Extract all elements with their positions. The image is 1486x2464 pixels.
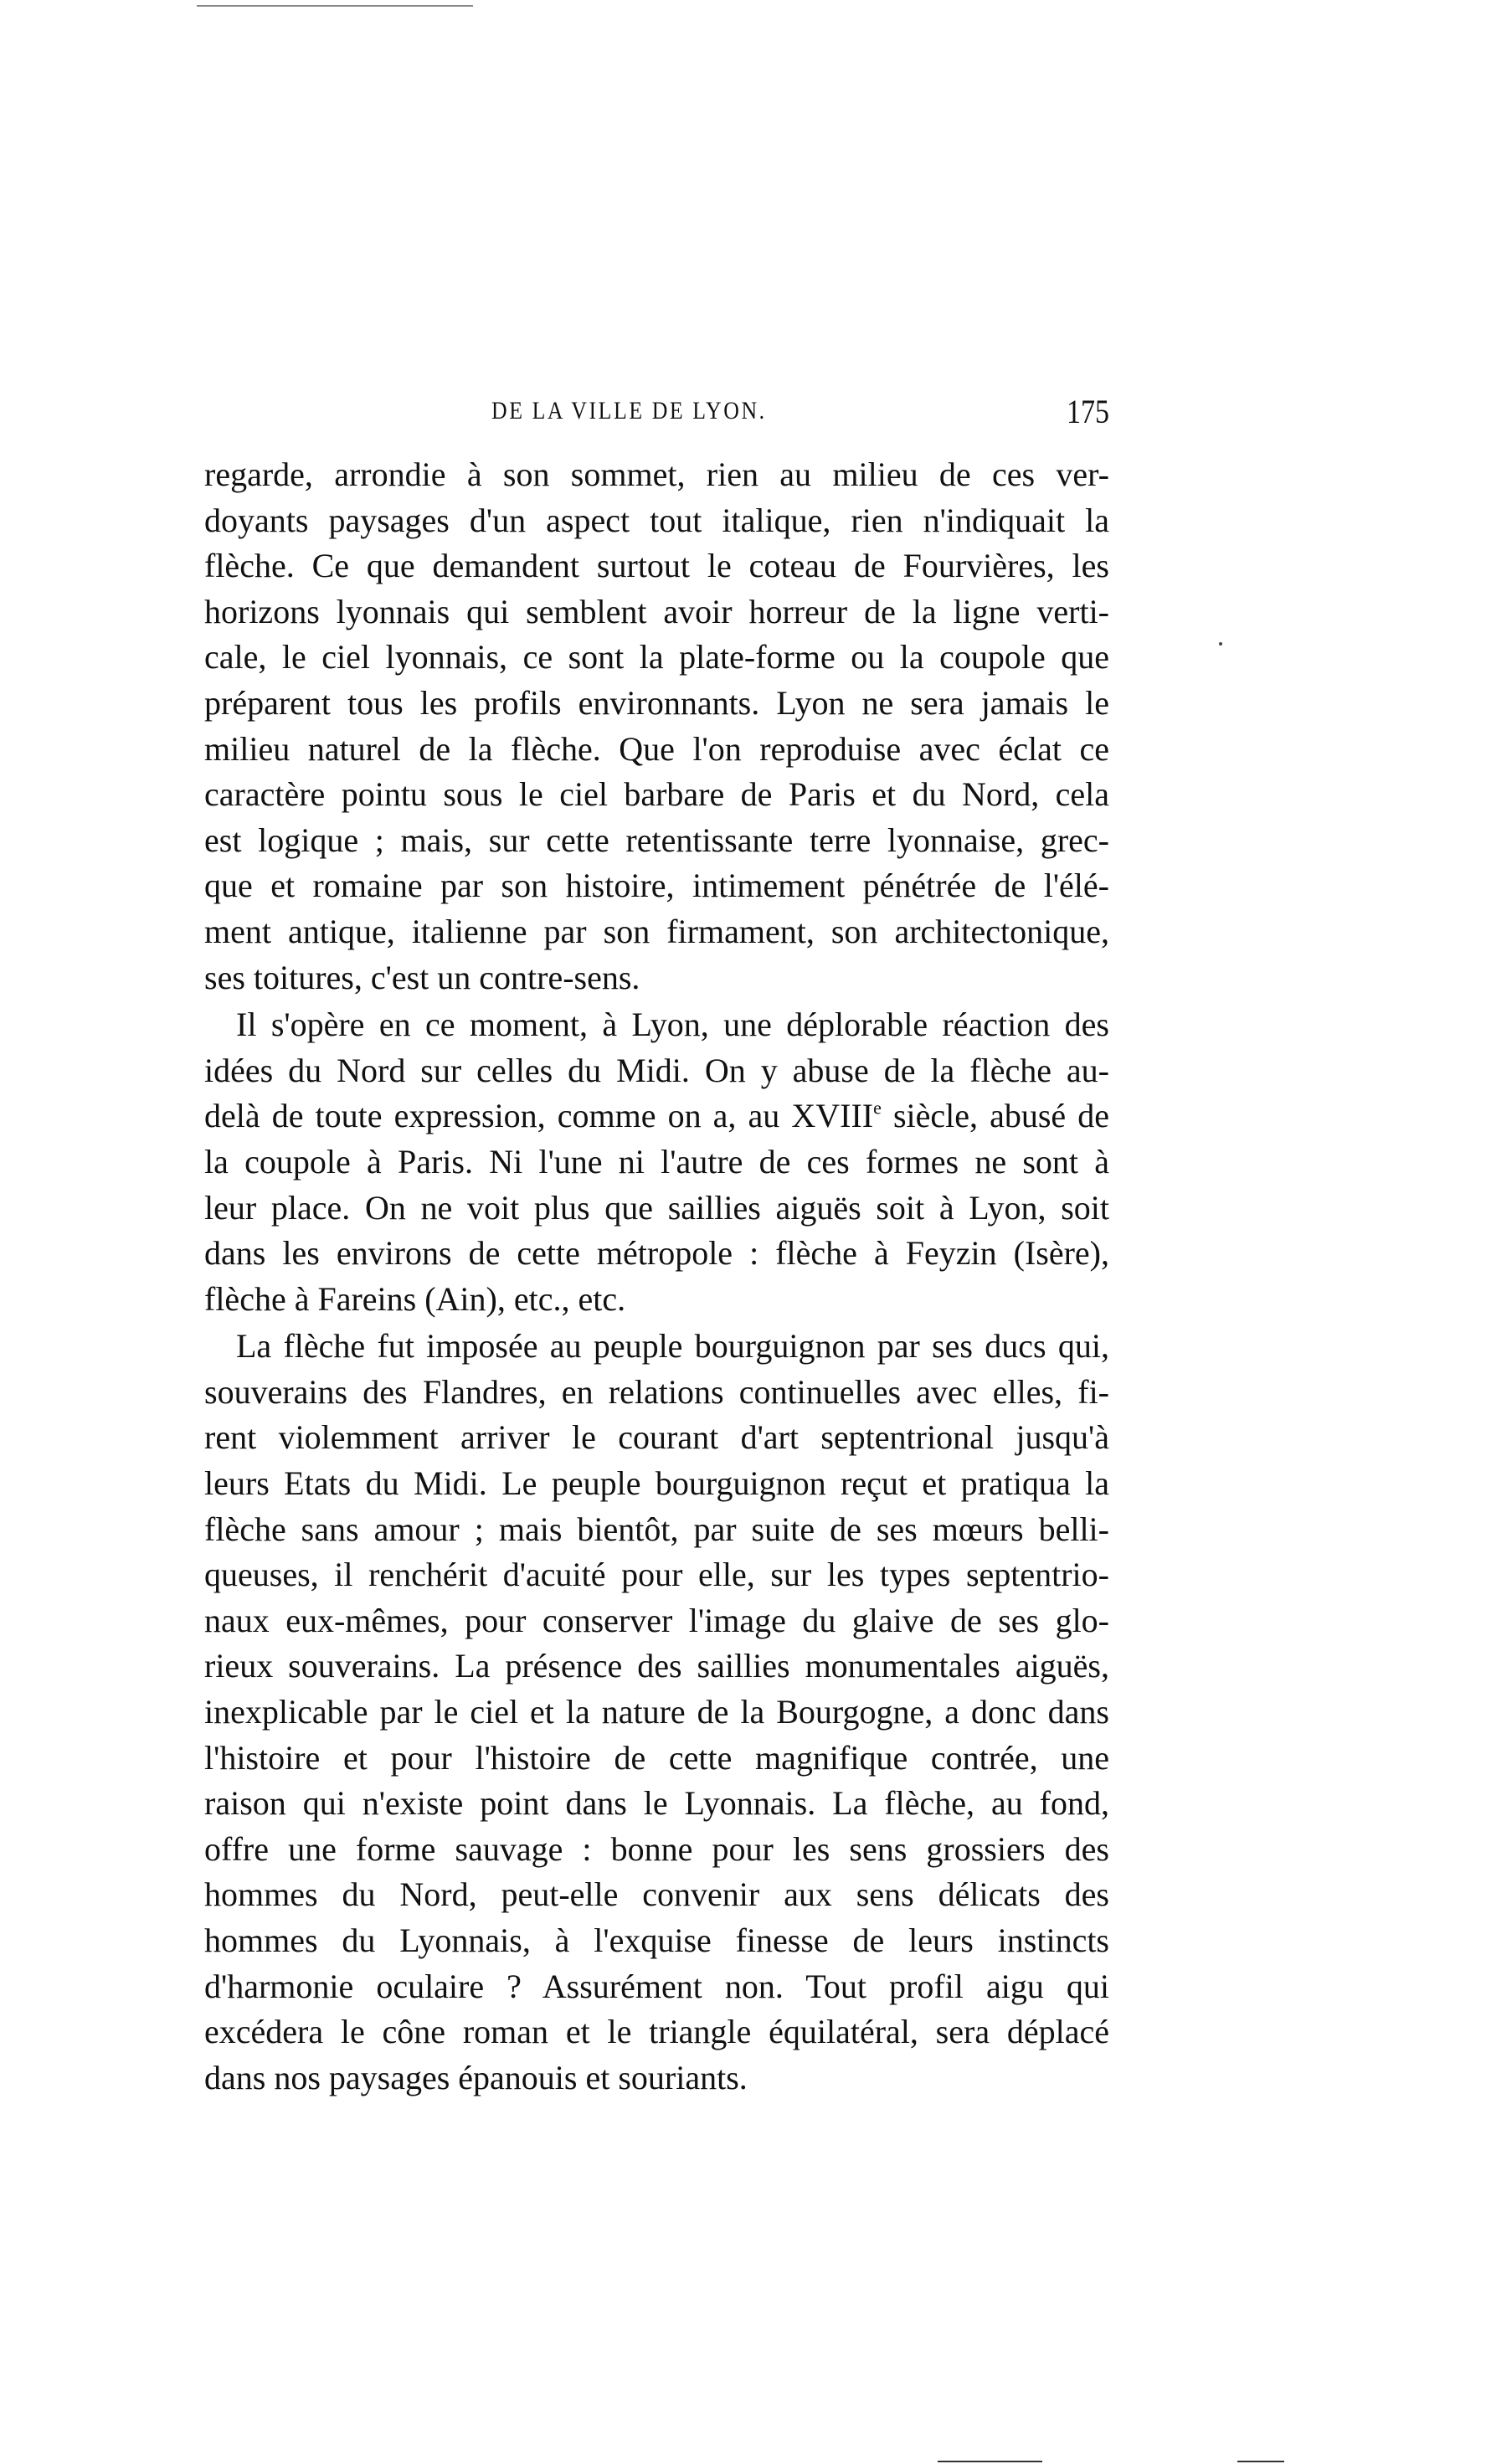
text-line: préparent tous les profils environnants. Lyon ne sera jamais le (204, 683, 1109, 722)
paragraph (204, 1324, 1109, 2101)
text-line: delà de toute expression, comme on a, au XVIIIe siècle, abusé de (204, 1097, 1109, 1135)
text-line: flèche. Ce que demandent surtout le coteau de Fourvières, les (204, 547, 1109, 585)
running-head (204, 393, 1109, 434)
text-line: hommes du Nord, peut-elle convenir aux sens délicats des (204, 1875, 1109, 1914)
text-line: caractère pointu sous le ciel barbare de Paris et du Nord, cela (204, 775, 1109, 814)
text-line: la coupole à Paris. Ni l'une ni l'autre de ces formes ne sont à (204, 1142, 1109, 1181)
text-line: ses toitures, c'est un contre-sens. (204, 958, 640, 996)
text-line: milieu naturel de la flèche. Que l'on reproduise avec éclat ce (204, 729, 1109, 768)
paragraph (204, 452, 1109, 1001)
text-line: dans les environs de cette métropole : flèche à Feyzin (Isère), (204, 1234, 1109, 1273)
text-line: hommes du Lyonnais, à l'exquise finesse de leurs instincts (204, 1921, 1109, 1959)
text-line: Il s'opère en ce moment, à Lyon, une déplorable réaction des (236, 1006, 1109, 1044)
text-line: d'harmonie oculaire ? Assurément non. Tout profil aigu qui (204, 1967, 1109, 2005)
text-line: queuses, il renchérit d'acuité pour elle, sur les types septentrio- (204, 1556, 1109, 1594)
text-line: naux eux-mêmes, pour conserver l'image du glaive de ses glo- (204, 1601, 1109, 1639)
text-line: flèche sans amour ; mais bientôt, par suite de ses mœurs belli- (204, 1510, 1109, 1548)
scan-artifact-bottom (938, 2461, 1042, 2462)
text-line: l'histoire et pour l'histoire de cette magnifique contrée, une (204, 1738, 1109, 1777)
body-text (204, 452, 1109, 2101)
text-line: doyants paysages d'un aspect tout italique, rien n'indiquait la (204, 501, 1109, 539)
scan-artifact-top (197, 5, 473, 7)
text-line: idées du Nord sur celles du Midi. On y abuse de la flèche au- (204, 1051, 1109, 1089)
text-line: dans nos paysages épanouis et souriants. (204, 2058, 748, 2096)
page-number: 175 (1067, 393, 1109, 430)
text-line: cale, le ciel lyonnais, ce sont la plate-forme ou la coupole que (204, 638, 1109, 676)
scan-artifact-bottom-right (1237, 2461, 1284, 2462)
text-line: rent violemment arriver le courant d'art septentrional jusqu'à (204, 1418, 1109, 1457)
text-line: regarde, arrondie à son sommet, rien au milieu de ces ver- (204, 455, 1109, 493)
text-line: que et romaine par son histoire, intimement pénétrée de l'élé- (204, 867, 1109, 905)
text-line: La flèche fut imposée au peuple bourguignon par ses ducs qui, (236, 1327, 1109, 1366)
text-line: ment antique, italienne par son firmament, son architectonique, (204, 912, 1109, 950)
running-title: DE LA VILLE DE LYON. (491, 397, 767, 424)
text-line: inexplicable par le ciel et la nature de la Bourgogne, a donc dans (204, 1693, 1109, 1731)
paragraph (204, 1002, 1109, 1322)
text-line: flèche à Fareins (Ain), etc., etc. (204, 1279, 626, 1318)
text-line: leur place. On ne voit plus que saillies aiguës soit à Lyon, soit (204, 1188, 1109, 1227)
text-line: raison qui n'existe point dans le Lyonnais. La flèche, au fond, (204, 1784, 1109, 1823)
scan-speck (1219, 642, 1222, 646)
text-line: offre une forme sauvage : bonne pour les sens grossiers des (204, 1829, 1109, 1868)
text-line: est logique ; mais, sur cette retentissante terre lyonnaise, grec- (204, 820, 1109, 859)
text-line: leurs Etats du Midi. Le peuple bourguignon reçut et pratiqua la (204, 1464, 1109, 1503)
text-line: souverains des Flandres, en relations continuelles avec elles, fi- (204, 1372, 1109, 1411)
text-line: excédera le cône roman et le triangle équilatéral, sera déplacé (204, 2013, 1109, 2051)
text-line: rieux souverains. La présence des saillies monumentales aiguës, (204, 1647, 1109, 1685)
text-line: horizons lyonnais qui semblent avoir horreur de la ligne verti- (204, 592, 1109, 630)
